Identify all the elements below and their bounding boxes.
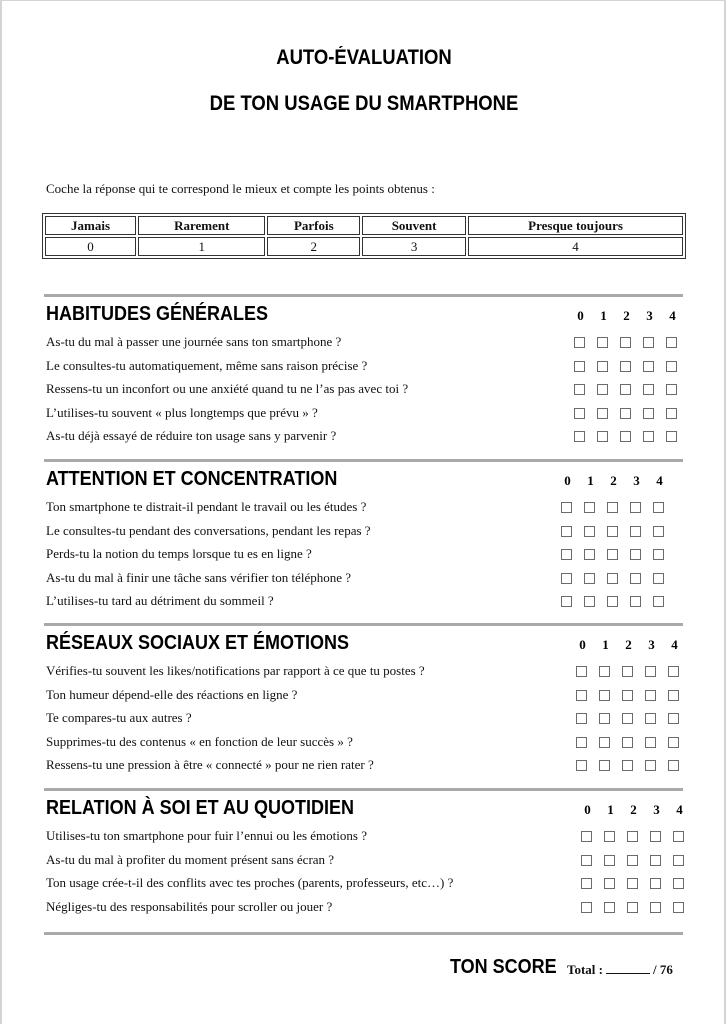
answer-checkbox-0[interactable] <box>574 408 585 419</box>
answer-checkbox-group <box>576 737 691 748</box>
scale-label: Souvent <box>362 216 466 235</box>
answer-checkbox-0[interactable] <box>561 573 572 584</box>
score-column-number: 0 <box>579 637 586 652</box>
answer-checkbox-3[interactable] <box>630 573 641 584</box>
question-text: As-tu du mal à passer une journée sans ton smartphone ? <box>46 334 342 349</box>
section-title: HABITUDES GÉNÉRALES <box>46 303 269 325</box>
answer-checkbox-group <box>581 902 696 913</box>
answer-checkbox-4[interactable] <box>668 737 679 748</box>
scoring-scale-table <box>42 213 686 259</box>
score-column-headers <box>569 308 684 324</box>
question-text: Ton humeur dépend-elle des réactions en ligne ? <box>46 686 298 702</box>
score-column-headers <box>556 473 671 489</box>
answer-checkbox-group <box>574 431 689 442</box>
answer-checkbox-4[interactable] <box>668 760 679 771</box>
answer-checkbox-2[interactable] <box>607 549 618 560</box>
question-text: Le consultes-tu pendant des conversations, pendant les repas ? <box>46 522 371 538</box>
score-column-number: 1 <box>607 802 614 817</box>
total-blank-line[interactable] <box>606 962 650 974</box>
answer-checkbox-4[interactable] <box>653 502 664 513</box>
title-line-1: AUTO-ÉVALUATION <box>276 46 452 69</box>
answer-checkbox-2[interactable] <box>607 502 618 513</box>
score-column-number: 1 <box>587 473 594 488</box>
question-text: Le consultes-tu automatiquement, même sans raison précise ? <box>46 357 368 373</box>
answer-checkbox-group <box>574 384 689 395</box>
answer-checkbox-4[interactable] <box>668 666 679 677</box>
answer-checkbox-2[interactable] <box>620 431 631 442</box>
scale-labels-row <box>45 216 683 235</box>
answer-checkbox-group <box>576 666 691 677</box>
answer-checkbox-4[interactable] <box>666 408 677 419</box>
scale-points: 2 <box>267 237 360 256</box>
scale-label: Parfois <box>267 216 360 235</box>
answer-checkbox-4[interactable] <box>668 690 679 701</box>
answer-checkbox-0[interactable] <box>576 666 587 677</box>
answer-checkbox-0[interactable] <box>581 878 592 889</box>
answer-checkbox-0[interactable] <box>576 713 587 724</box>
scale-points: 1 <box>138 237 265 256</box>
score-column-number: 3 <box>648 637 655 652</box>
answer-checkbox-1[interactable] <box>597 431 608 442</box>
answer-checkbox-2[interactable] <box>607 526 618 537</box>
answer-checkbox-2[interactable] <box>622 713 633 724</box>
question-text: As-tu déjà essayé de réduire ton usage sans y parvenir ? <box>46 428 337 443</box>
answer-checkbox-3[interactable] <box>645 666 656 677</box>
section-divider <box>44 788 683 791</box>
scale-points: 3 <box>362 237 466 256</box>
answer-checkbox-group <box>561 526 676 537</box>
answer-checkbox-1[interactable] <box>604 855 615 866</box>
answer-checkbox-group <box>581 831 696 842</box>
answer-checkbox-1[interactable] <box>599 737 610 748</box>
answer-checkbox-0[interactable] <box>561 549 572 560</box>
score-column-number: 0 <box>577 308 584 323</box>
answer-checkbox-1[interactable] <box>584 596 595 607</box>
answer-checkbox-1[interactable] <box>584 526 595 537</box>
answer-checkbox-0[interactable] <box>576 737 587 748</box>
answer-checkbox-4[interactable] <box>673 902 684 913</box>
question-text: Ton smartphone te distrait-il pendant le travail ou les études ? <box>46 499 367 514</box>
answer-checkbox-group <box>576 760 691 771</box>
scale-points: 0 <box>45 237 136 256</box>
score-column-number: 3 <box>633 473 640 488</box>
answer-checkbox-2[interactable] <box>622 666 633 677</box>
answer-checkbox-4[interactable] <box>653 526 664 537</box>
section-title: ATTENTION ET CONCENTRATION <box>46 468 338 490</box>
answer-checkbox-3[interactable] <box>643 337 654 348</box>
score-column-number: 3 <box>653 802 660 817</box>
score-column-number: 2 <box>623 308 630 323</box>
question-text: As-tu du mal à finir une tâche sans vérifier ton téléphone ? <box>46 569 352 585</box>
answer-checkbox-0[interactable] <box>576 690 587 701</box>
section-divider <box>44 459 683 462</box>
answer-checkbox-group <box>561 502 676 513</box>
answer-checkbox-group <box>574 337 689 348</box>
section-divider <box>44 294 683 297</box>
score-column-number: 0 <box>564 473 571 488</box>
section-divider <box>44 932 683 935</box>
scale-label: Jamais <box>45 216 136 235</box>
question-text: Vérifies-tu souvent les likes/notifications par rapport à ce que tu postes ? <box>46 663 425 678</box>
score-column-number: 2 <box>625 637 632 652</box>
answer-checkbox-2[interactable] <box>622 690 633 701</box>
score-column-number: 2 <box>630 802 637 817</box>
answer-checkbox-3[interactable] <box>645 713 656 724</box>
answer-checkbox-1[interactable] <box>584 502 595 513</box>
answer-checkbox-0[interactable] <box>574 337 585 348</box>
section-title: RÉSEAUX SOCIAUX ET ÉMOTIONS <box>46 632 350 654</box>
question-text: Perds-tu la notion du temps lorsque tu es en ligne ? <box>46 546 312 561</box>
answer-checkbox-1[interactable] <box>599 666 610 677</box>
question-text: Négliges-tu des responsabilités pour scroller ou jouer ? <box>46 898 333 914</box>
answer-checkbox-4[interactable] <box>653 549 664 560</box>
question-text: Te compares-tu aux autres ? <box>46 710 192 725</box>
answer-checkbox-2[interactable] <box>622 760 633 771</box>
score-column-number: 3 <box>646 308 653 323</box>
scale-label: Rarement <box>138 216 265 235</box>
answer-checkbox-4[interactable] <box>673 878 684 889</box>
answer-checkbox-3[interactable] <box>643 431 654 442</box>
answer-checkbox-4[interactable] <box>673 855 684 866</box>
score-column-number: 2 <box>610 473 617 488</box>
total-score-field[interactable] <box>567 962 673 978</box>
answer-checkbox-1[interactable] <box>597 384 608 395</box>
answer-checkbox-group <box>561 573 676 584</box>
score-column-number: 4 <box>669 308 676 323</box>
answer-checkbox-3[interactable] <box>645 737 656 748</box>
answer-checkbox-3[interactable] <box>650 878 661 889</box>
answer-checkbox-0[interactable] <box>574 361 585 372</box>
answer-checkbox-3[interactable] <box>630 549 641 560</box>
answer-checkbox-4[interactable] <box>653 573 664 584</box>
answer-checkbox-3[interactable] <box>650 902 661 913</box>
answer-checkbox-3[interactable] <box>650 831 661 842</box>
question-text: Ton usage crée-t-il des conflits avec tes proches (parents, professeurs, etc…) ? <box>46 875 454 890</box>
answer-checkbox-2[interactable] <box>620 337 631 348</box>
answer-checkbox-2[interactable] <box>627 902 638 913</box>
answer-checkbox-group <box>574 361 689 372</box>
score-column-number: 1 <box>600 308 607 323</box>
answer-checkbox-3[interactable] <box>643 361 654 372</box>
answer-checkbox-group <box>576 690 691 701</box>
answer-checkbox-0[interactable] <box>581 902 592 913</box>
title-line-2: DE TON USAGE DU SMARTPHONE <box>209 92 519 115</box>
section-divider <box>44 623 683 626</box>
total-max: / 76 <box>653 962 673 977</box>
answer-checkbox-3[interactable] <box>645 690 656 701</box>
answer-checkbox-2[interactable] <box>627 878 638 889</box>
answer-checkbox-0[interactable] <box>561 596 572 607</box>
question-text: L’utilises-tu tard au détriment du sommeil ? <box>46 593 274 608</box>
answer-checkbox-2[interactable] <box>622 737 633 748</box>
answer-checkbox-1[interactable] <box>597 408 608 419</box>
answer-checkbox-3[interactable] <box>650 855 661 866</box>
answer-checkbox-1[interactable] <box>599 713 610 724</box>
question-text: Supprimes-tu des contenus « en fonction de leur succès » ? <box>46 733 353 749</box>
question-text: L’utilises-tu souvent « plus longtemps que prévu » ? <box>46 404 318 420</box>
answer-checkbox-0[interactable] <box>581 831 592 842</box>
answer-checkbox-2[interactable] <box>607 596 618 607</box>
question-text: As-tu du mal à profiter du moment présent sans écran ? <box>46 851 335 867</box>
answer-checkbox-0[interactable] <box>561 502 572 513</box>
question-text: Ressens-tu un inconfort ou une anxiété quand tu ne l’as pas avec toi ? <box>46 381 409 396</box>
answer-checkbox-1[interactable] <box>597 361 608 372</box>
scale-label: Presque toujours <box>468 216 683 235</box>
answer-checkbox-1[interactable] <box>597 337 608 348</box>
instructions-text: Coche la réponse qui te correspond le mieux et compte les points obtenus : <box>46 181 435 196</box>
answer-checkbox-4[interactable] <box>673 831 684 842</box>
answer-checkbox-group <box>581 878 696 889</box>
answer-checkbox-2[interactable] <box>620 361 631 372</box>
answer-checkbox-4[interactable] <box>666 431 677 442</box>
answer-checkbox-3[interactable] <box>630 596 641 607</box>
answer-checkbox-3[interactable] <box>630 502 641 513</box>
answer-checkbox-4[interactable] <box>668 713 679 724</box>
score-column-number: 4 <box>676 802 683 817</box>
answer-checkbox-2[interactable] <box>620 408 631 419</box>
answer-checkbox-2[interactable] <box>627 855 638 866</box>
answer-checkbox-0[interactable] <box>576 760 587 771</box>
score-column-headers <box>576 802 691 818</box>
section-title: RELATION À SOI ET AU QUOTIDIEN <box>46 797 355 819</box>
answer-checkbox-1[interactable] <box>584 573 595 584</box>
question-text: Utilises-tu ton smartphone pour fuir l’ennui ou les émotions ? <box>46 828 367 843</box>
answer-checkbox-4[interactable] <box>666 361 677 372</box>
answer-checkbox-4[interactable] <box>666 337 677 348</box>
answer-checkbox-group <box>574 408 689 419</box>
answer-checkbox-1[interactable] <box>599 690 610 701</box>
question-text: Ressens-tu une pression à être « connecté » pour ne rien rater ? <box>46 757 374 772</box>
score-column-number: 0 <box>584 802 591 817</box>
answer-checkbox-2[interactable] <box>627 831 638 842</box>
scale-points: 4 <box>468 237 683 256</box>
answer-checkbox-1[interactable] <box>584 549 595 560</box>
score-heading: TON SCORE <box>450 956 557 978</box>
score-column-number: 4 <box>656 473 663 488</box>
answer-checkbox-0[interactable] <box>574 384 585 395</box>
answer-checkbox-1[interactable] <box>599 760 610 771</box>
answer-checkbox-3[interactable] <box>643 408 654 419</box>
answer-checkbox-2[interactable] <box>607 573 618 584</box>
answer-checkbox-2[interactable] <box>620 384 631 395</box>
total-label: Total : <box>567 962 603 977</box>
answer-checkbox-1[interactable] <box>604 902 615 913</box>
answer-checkbox-group <box>581 855 696 866</box>
score-column-number: 4 <box>671 637 678 652</box>
answer-checkbox-3[interactable] <box>643 384 654 395</box>
scale-points-row <box>45 237 683 256</box>
answer-checkbox-4[interactable] <box>653 596 664 607</box>
score-column-number: 1 <box>602 637 609 652</box>
score-column-headers <box>571 637 686 653</box>
answer-checkbox-0[interactable] <box>561 526 572 537</box>
answer-checkbox-0[interactable] <box>581 855 592 866</box>
answer-checkbox-group <box>576 713 691 724</box>
answer-checkbox-1[interactable] <box>604 831 615 842</box>
answer-checkbox-3[interactable] <box>645 760 656 771</box>
answer-checkbox-group <box>561 549 676 560</box>
answer-checkbox-4[interactable] <box>666 384 677 395</box>
answer-checkbox-0[interactable] <box>574 431 585 442</box>
answer-checkbox-group <box>561 596 676 607</box>
answer-checkbox-1[interactable] <box>604 878 615 889</box>
answer-checkbox-3[interactable] <box>630 526 641 537</box>
